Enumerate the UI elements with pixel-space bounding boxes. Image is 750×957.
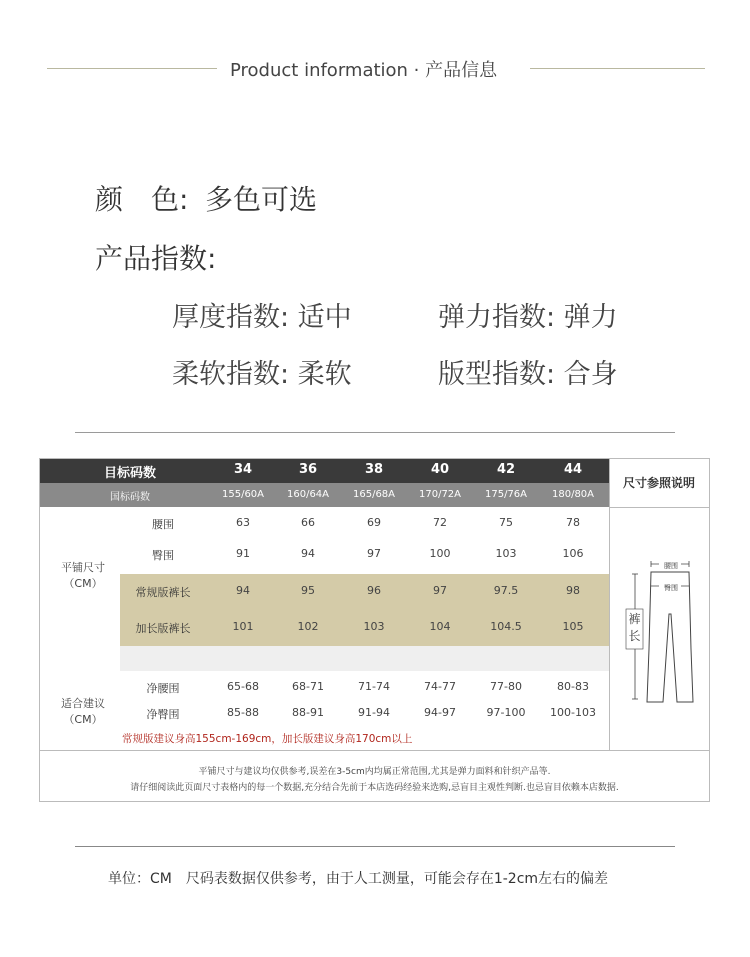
softness-index: 柔软指数: 柔软 <box>172 359 352 390</box>
table-cell: 71-74 <box>358 680 390 693</box>
table-cell: 102 <box>297 620 319 633</box>
size-header-40: 40 <box>430 462 450 477</box>
disclaimer-line-1: 平铺尺寸与建议均仅供参考,误差在3-5cm内均属正常范围,尤其是弹力面料和针织产品等. <box>198 767 551 777</box>
header-rule-right <box>530 68 705 69</box>
row-label: 臀围 <box>152 549 174 562</box>
table-cell: 77-80 <box>490 680 522 693</box>
size-header-34: 34 <box>233 462 253 477</box>
spacer-band <box>120 646 609 671</box>
table-cell: 97-100 <box>486 706 526 719</box>
ref-column-rule <box>609 507 709 508</box>
table-cell: 96 <box>367 584 381 597</box>
ref-title: 尺寸参照说明 <box>622 476 695 490</box>
table-cell: 97.5 <box>493 584 519 597</box>
table-cell: 94-97 <box>424 706 456 719</box>
row-label: 腰围 <box>152 518 174 531</box>
table-cell: 106 <box>562 547 584 560</box>
table-cell: 74-77 <box>424 680 456 693</box>
national-size-36: 160/64A <box>286 489 330 500</box>
disclaimer-line-2: 请仔细阅读此页面尺寸表格内的每一个数据,充分结合先前于本店选码经验来选购,忌盲目主观性判断.也忌盲目依赖本店数据. <box>130 783 619 793</box>
table-cell: 91 <box>236 547 250 560</box>
table-bottom-rule <box>40 750 709 751</box>
table-cell: 105 <box>562 620 584 633</box>
fit-index: 版型指数: 合身 <box>438 359 618 390</box>
diagram-hip-label: 臀围 <box>664 584 678 592</box>
height-recommendation: 常规版建议身高155cm-169cm，加长版建议身高170cm以上 <box>122 733 413 745</box>
table-cell: 75 <box>499 516 513 529</box>
color-label: 颜 色: <box>95 183 189 216</box>
table-cell: 78 <box>566 516 580 529</box>
section-divider <box>75 432 675 433</box>
row-label: 常规版裤长 <box>135 586 191 599</box>
table-cell: 104.5 <box>490 620 522 633</box>
table-cell: 68-71 <box>292 680 324 693</box>
table-cell: 95 <box>301 584 315 597</box>
table-cell: 91-94 <box>358 706 390 719</box>
page-title: Product information · 产品信息 <box>230 60 498 81</box>
national-size-34: 155/60A <box>221 489 265 500</box>
flat-size-label: 平铺尺寸 （CM） <box>61 561 105 590</box>
table-cell: 85-88 <box>227 706 259 719</box>
national-size-38: 165/68A <box>352 489 396 500</box>
table-cell: 101 <box>232 620 254 633</box>
unit-note: 单位：CM 尺码表数据仅供参考，由于人工测量，可能会存在1-2cm左右的偏差 <box>108 871 609 887</box>
national-size-40: 170/72A <box>418 489 462 500</box>
table-cell: 100 <box>429 547 451 560</box>
target-size-label: 目标码数 <box>103 466 156 481</box>
suggest-size-label: 适合建议 （CM） <box>61 697 105 726</box>
table-cell: 63 <box>236 516 250 529</box>
table-cell: 80-83 <box>557 680 589 693</box>
table-cell: 98 <box>566 584 580 597</box>
size-header-38: 38 <box>364 462 384 477</box>
diagram-length-label: 裤长 <box>628 612 641 643</box>
index-label: 产品指数: <box>95 242 217 275</box>
table-cell: 88-91 <box>292 706 324 719</box>
table-cell: 97 <box>367 547 381 560</box>
table-cell: 94 <box>236 584 250 597</box>
diagram-waist-label: 腰围 <box>664 562 678 570</box>
row-label: 净腰围 <box>146 682 180 695</box>
row-label: 加长版裤长 <box>135 622 191 635</box>
ref-column-border <box>609 459 610 750</box>
size-header-42: 42 <box>496 462 516 477</box>
national-size-label: 国标码数 <box>110 492 150 503</box>
table-cell: 97 <box>433 584 447 597</box>
table-cell: 66 <box>301 516 315 529</box>
table-cell: 72 <box>433 516 447 529</box>
table-cell: 104 <box>429 620 451 633</box>
size-header-44: 44 <box>563 462 583 477</box>
row-label: 净臀围 <box>146 708 180 721</box>
thickness-index: 厚度指数: 适中 <box>172 302 352 333</box>
table-cell: 65-68 <box>227 680 259 693</box>
table-cell: 94 <box>301 547 315 560</box>
national-size-42: 175/76A <box>484 489 528 500</box>
footer-rule <box>75 846 675 847</box>
national-size-44: 180/80A <box>551 489 595 500</box>
table-cell: 69 <box>367 516 381 529</box>
table-cell: 103 <box>363 620 385 633</box>
table-cell: 100-103 <box>550 706 596 719</box>
header-rule-left <box>47 68 217 69</box>
color-value: 多色可选 <box>205 183 318 216</box>
size-header-36: 36 <box>298 462 318 477</box>
size-table <box>39 458 710 802</box>
elasticity-index: 弹力指数: 弹力 <box>438 302 618 333</box>
table-cell: 103 <box>495 547 517 560</box>
